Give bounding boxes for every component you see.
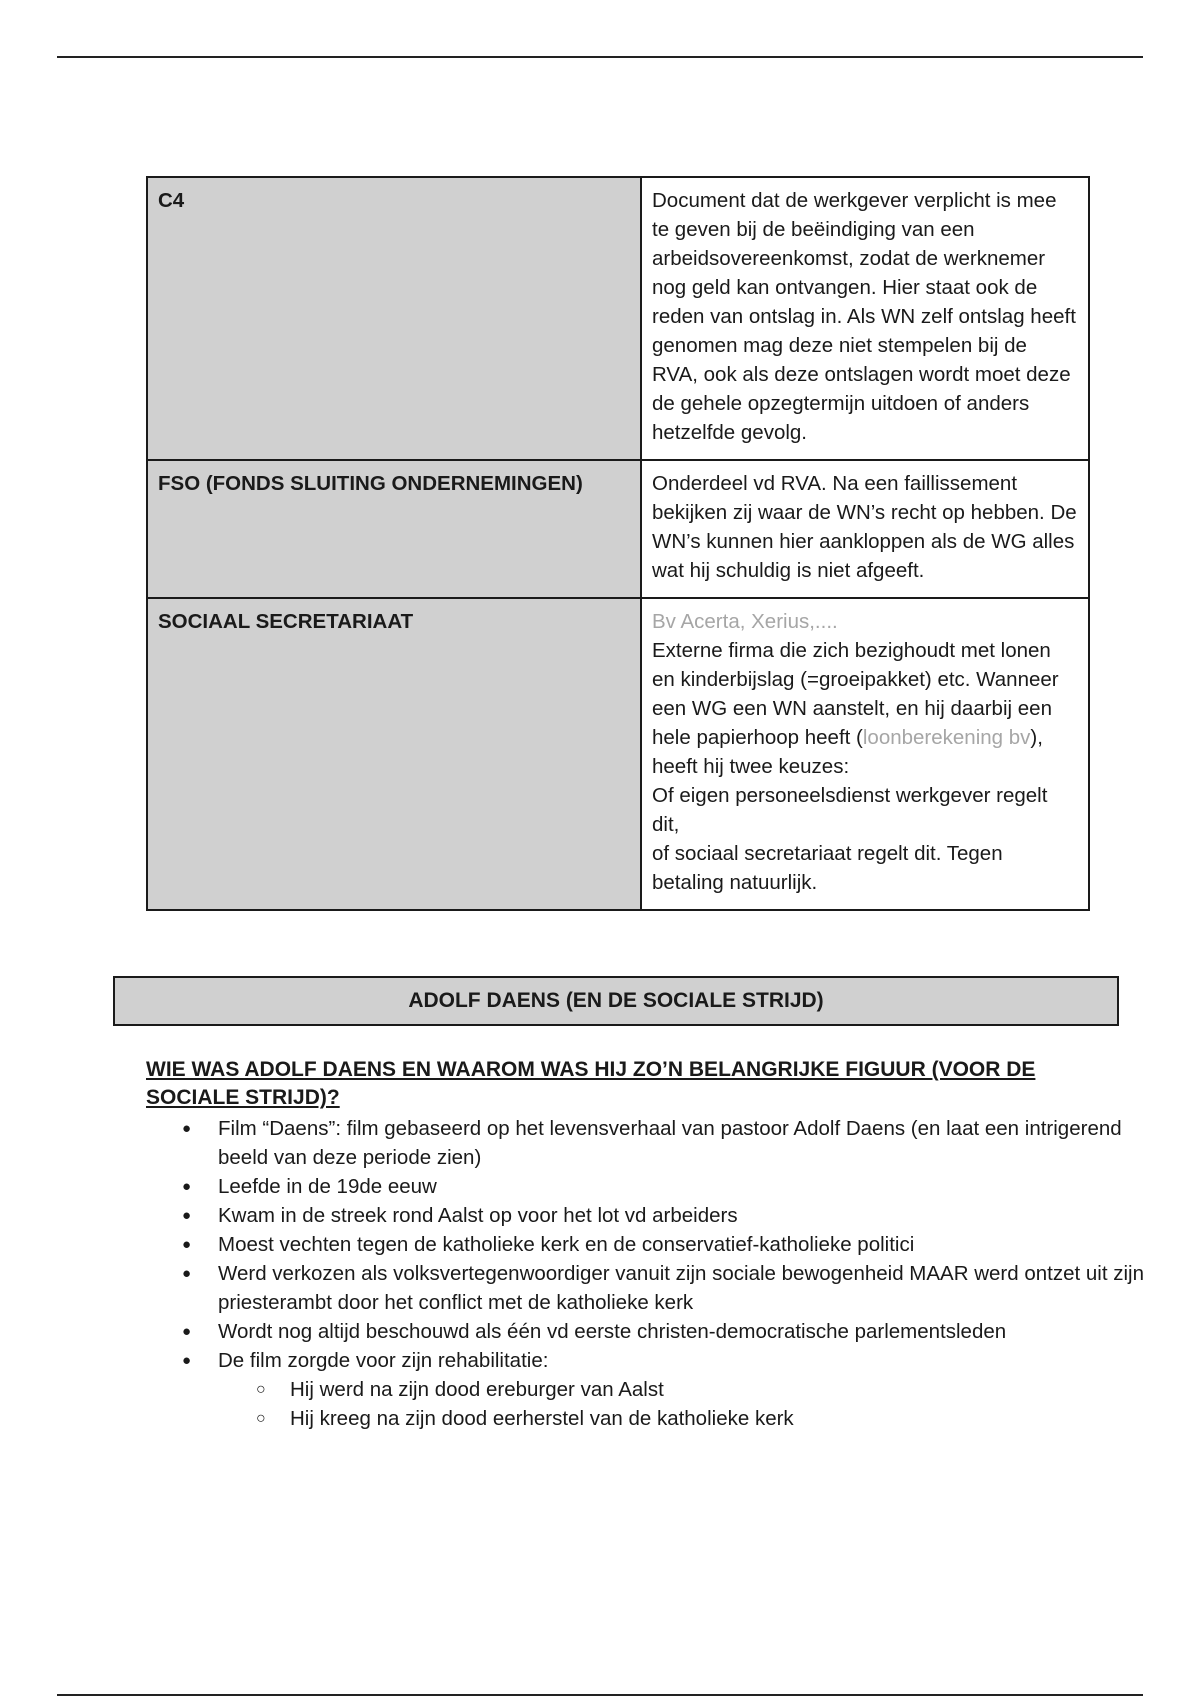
table-row bbox=[147, 598, 1089, 910]
definition-text: ), heeft hij twee keuzes: bbox=[652, 726, 1043, 778]
definition-cell: Onderdeel vd RVA. Na een faillissement bekijken zij waar de WN’s recht op hebben. De WN’s kunnen hier aankloppen als de WG alles wat hij schuldig is niet afgeeft. bbox=[641, 460, 1089, 598]
terms-table bbox=[146, 176, 1090, 911]
section-question: WIE WAS ADOLF DAENS EN WAAROM WAS HIJ ZO’N BELANGRIJKE FIGUUR (VOOR DE SOCIALE STRIJD)? bbox=[146, 1058, 1036, 1109]
term-cell: SOCIAAL SECRETARIAAT bbox=[147, 598, 641, 910]
example-inline-text: loonberekening bv bbox=[862, 726, 1031, 749]
list-item: ● Moest vechten tegen de katholieke kerk en de conservatief-katholieke politici bbox=[218, 1230, 1168, 1259]
sub-list-item: ○ Hij werd na zijn dood ereburger van Aalst bbox=[290, 1375, 1168, 1404]
table-row bbox=[147, 177, 1089, 460]
term-cell: FSO (FONDS SLUITING ONDERNEMINGEN) bbox=[147, 460, 641, 598]
definition-text: Externe firma die zich bezighoudt met lonen en kinderbijslag (=groeipakket) etc. Wanneer een WG een WN aanstelt, en hij daarbij een hele papierhoop heeft ( bbox=[652, 639, 1059, 749]
table-row bbox=[147, 460, 1089, 598]
section-header: ADOLF DAENS (EN DE SOCIALE STRIJD) bbox=[113, 976, 1119, 1026]
list-item: ● Leefde in de 19de eeuw bbox=[218, 1172, 1168, 1201]
definition-option: of sociaal secretariaat regelt dit. Tegen betaling natuurlijk. bbox=[652, 842, 1003, 894]
sub-bullet-list bbox=[218, 1375, 1168, 1433]
top-divider bbox=[57, 56, 1143, 58]
definition-cell bbox=[641, 598, 1089, 910]
definition-cell: Document dat de werkgever verplicht is mee te geven bij de beëindiging van een arbeidsovereenkomst, zodat de werknemer nog geld kan ontvangen. Hier staat ook de reden van ontslag in. Als WN zelf ontslag heeft genomen mag deze niet stempelen bij de RVA, ook als deze ontslagen wordt moet deze de gehele opzegtermijn uitdoen of anders hetzelfde gevolg. bbox=[641, 177, 1089, 460]
list-item-text: De film zorgde voor zijn rehabilitatie: bbox=[218, 1349, 549, 1372]
definition-option: Of eigen personeelsdienst werkgever regelt dit, bbox=[652, 784, 1048, 836]
list-item: ● Werd verkozen als volksvertegenwoordiger vanuit zijn sociale bewogenheid MAAR werd ontzet uit zijn priesterambt door het conflict met de katholieke kerk bbox=[218, 1259, 1168, 1317]
list-item bbox=[218, 1346, 1168, 1433]
term-cell: C4 bbox=[147, 177, 641, 460]
bullet-list bbox=[146, 1114, 1168, 1433]
list-item: ● Wordt nog altijd beschouwd als één vd eerste christen-democratische parlementsleden bbox=[218, 1317, 1168, 1346]
example-text: Bv Acerta, Xerius,.... bbox=[652, 610, 838, 633]
bottom-divider bbox=[57, 1694, 1143, 1696]
list-item: ● Kwam in de streek rond Aalst op voor het lot vd arbeiders bbox=[218, 1201, 1168, 1230]
sub-list-item: ○ Hij kreeg na zijn dood eerherstel van de katholieke kerk bbox=[290, 1404, 1168, 1433]
list-item: ● Film “Daens”: film gebaseerd op het levensverhaal van pastoor Adolf Daens (en laat een intrigerend beeld van deze periode zien) bbox=[218, 1114, 1168, 1172]
